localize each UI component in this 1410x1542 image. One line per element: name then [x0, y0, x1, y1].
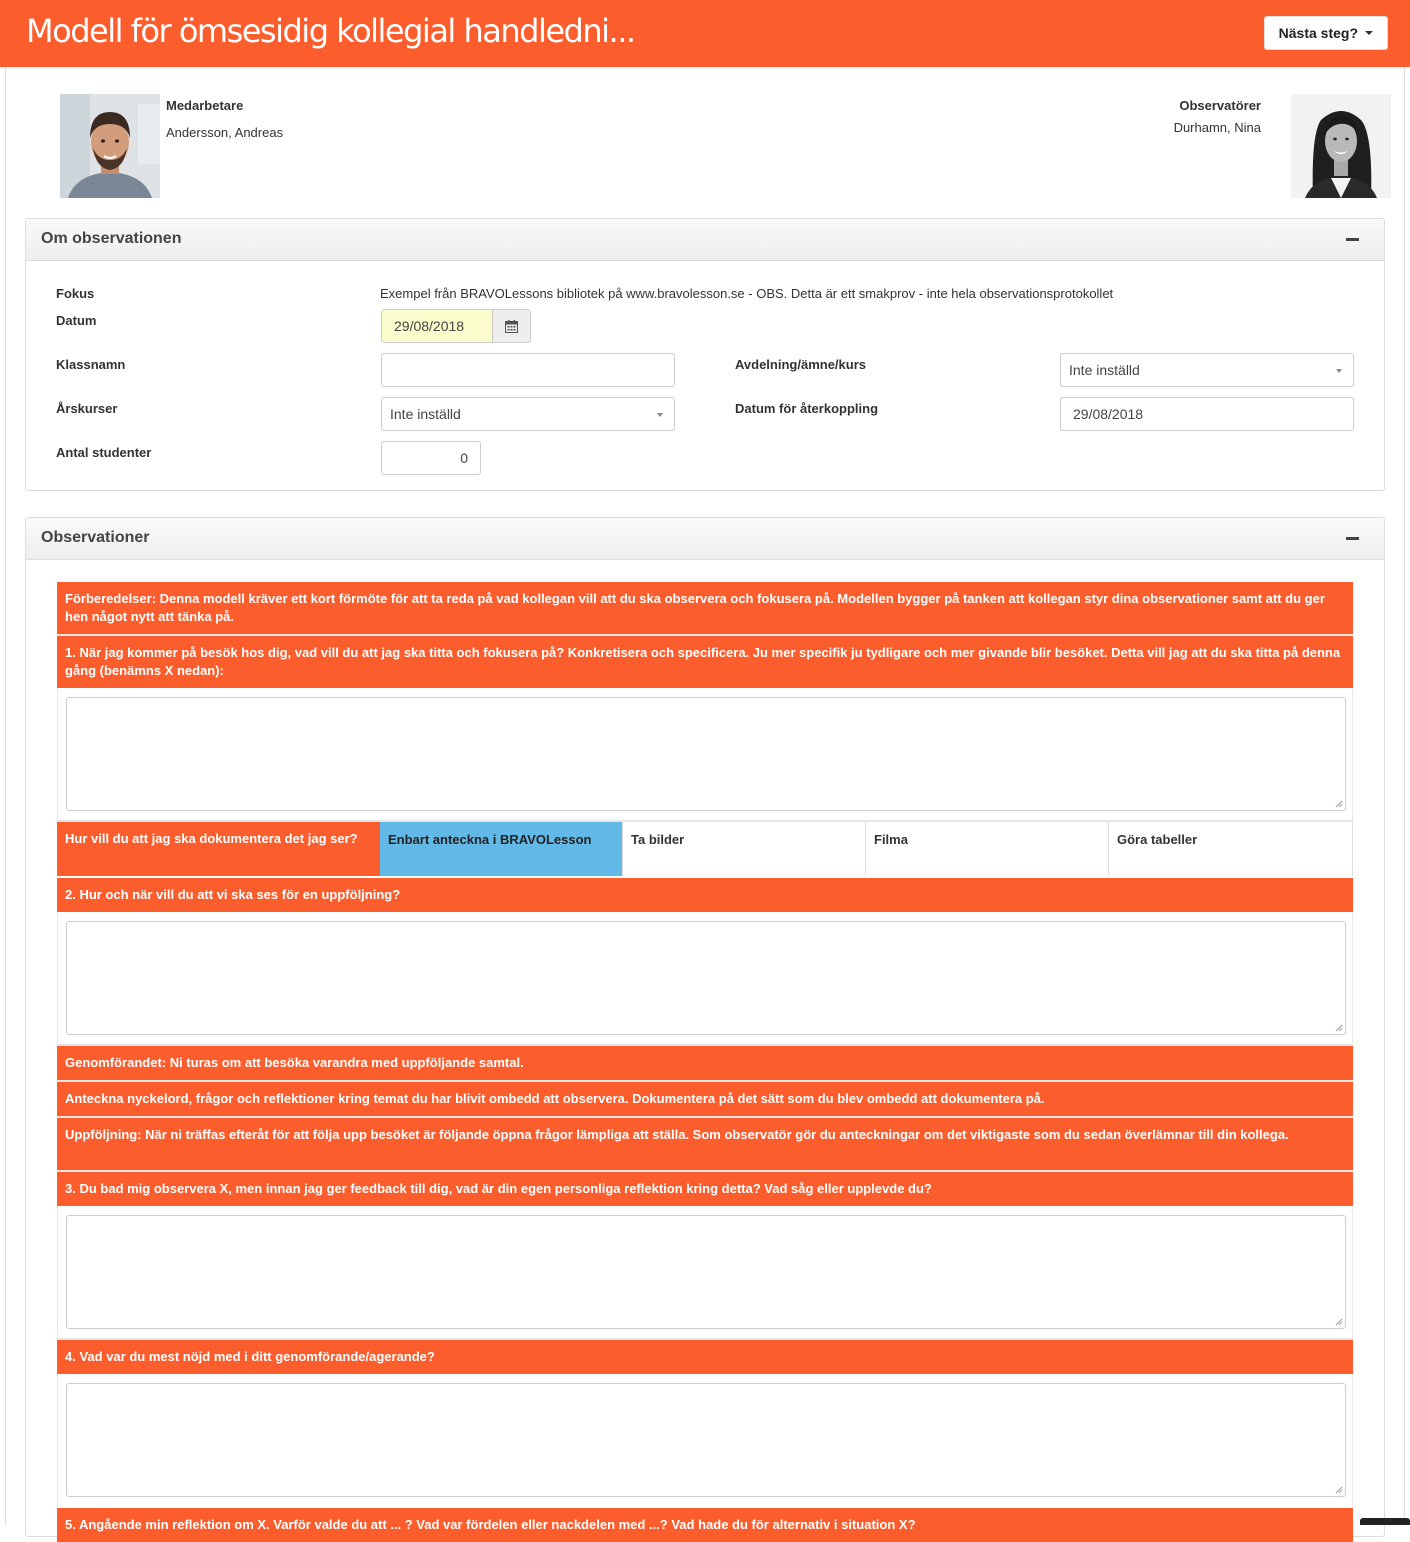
question-5: 5. Angående min reflektion om X. Varför valde du att ... ? Vad var fördelen eller nackdelen med ...? Vad hade du för alternativ i situation X? [57, 1508, 1353, 1542]
resize-grip-icon[interactable] [1335, 1486, 1343, 1494]
avdelning-select[interactable] [1060, 353, 1354, 387]
avdelning-selected: Inte inställd [1069, 362, 1140, 378]
resize-grip-icon[interactable] [1335, 800, 1343, 808]
observer-avatar [1291, 94, 1391, 198]
observer-name: Durhamn, Nina [1173, 120, 1261, 135]
question-2: 2. Hur och när vill du att vi ska ses för en uppföljning? [57, 878, 1353, 912]
uppfoljning-row: Uppföljning: När ni träffas efteråt för att följa upp besöket är följande öppna frågor lämpliga att ställa. Som observatör gör du anteckningar om det viktigaste som du sedan överlämnar till din kollega. [57, 1118, 1353, 1170]
calendar-icon [505, 320, 518, 333]
avdelning-label: Avdelning/ämne/kurs [735, 357, 866, 372]
top-bar [0, 0, 1410, 67]
scrollbar-thumb[interactable] [1360, 1518, 1410, 1525]
observations-panel-header[interactable] [26, 518, 1384, 560]
caret-down-icon [1365, 31, 1373, 35]
arskurser-select[interactable] [381, 397, 675, 431]
documentation-question: Hur vill du att jag ska dokumentera det jag ser? [57, 822, 380, 876]
option-filma[interactable]: Filma [866, 822, 1109, 876]
answer-1-textarea[interactable] [66, 697, 1346, 811]
observations-panel-title: Observationer [41, 529, 150, 546]
answer-4-wrap [57, 1374, 1353, 1506]
question-1: 1. När jag kommer på besök hos dig, vad vill du att jag ska titta och fokusera på? Konkretisera och specificera. Ju mer specifik ju tydligare och mer givande blir besöket. Detta vill jag att du ska titta på denna gång (benämns X nedan): [57, 636, 1353, 688]
genomforandet-row: Genomförandet: Ni turas om att besöka varandra med uppföljande samtal. [57, 1046, 1353, 1080]
klassnamn-label: Klassnamn [56, 357, 126, 372]
forberedelser-row: Förberedelser: Denna modell kräver ett kort förmöte för att ta reda på vad kollegan vill att du ska observera och fokusera på. Modellen bygger på tanken att kollegan styr dina observationer samt att du ger hen något nytt att tänka på. [57, 582, 1353, 634]
about-panel-title: Om observationen [41, 230, 182, 247]
datum-input[interactable]: 29/08/2018 [381, 309, 493, 343]
arskurser-label: Årskurser [56, 401, 118, 416]
question-4: 4. Vad var du mest nöjd med i ditt genomförande/agerande? [57, 1340, 1353, 1374]
klassnamn-input[interactable] [381, 353, 675, 387]
answer-4-textarea[interactable] [66, 1383, 1346, 1497]
anteckna-row: Anteckna nyckelord, frågor och reflektioner kring temat du har blivit ombedd att observera. Dokumentera på det sätt som du blev ombedd att dokumentera på. [57, 1082, 1353, 1116]
question-3: 3. Du bad mig observera X, men innan jag ger feedback till dig, vad är din egen personliga reflektion kring detta? Vad såg eller upplevde du? [57, 1172, 1353, 1206]
aterkoppling-input[interactable]: 29/08/2018 [1060, 397, 1354, 431]
aterkoppling-label: Datum för återkoppling [735, 401, 879, 416]
option-anteckna[interactable]: Enbart anteckna i BRAVOLesson [380, 822, 623, 876]
arskurser-selected: Inte inställd [390, 406, 461, 422]
antal-input[interactable]: 0 [381, 441, 481, 475]
dropdown-arrow-icon [657, 413, 663, 417]
next-step-label: Nästa steg? [1278, 25, 1358, 41]
fokus-value: Exempel från BRAVOLessons bibliotek på www.bravolesson.se - OBS. Detta är ett smakprov - inte hela observationsprotokollet [380, 286, 1114, 301]
collapse-icon[interactable] [1346, 238, 1359, 241]
datum-label: Datum [56, 313, 97, 328]
answer-3-textarea[interactable] [66, 1215, 1346, 1329]
antal-label: Antal studenter [56, 445, 152, 460]
about-panel-header[interactable] [26, 219, 1384, 261]
next-step-button[interactable] [1264, 16, 1388, 50]
option-ta-bilder[interactable]: Ta bilder [623, 822, 866, 876]
employee-label: Medarbetare [166, 98, 244, 113]
calendar-button[interactable] [493, 309, 531, 343]
employee-avatar [60, 94, 160, 198]
resize-grip-icon[interactable] [1335, 1318, 1343, 1326]
answer-3-wrap [57, 1206, 1353, 1338]
page-title: Modell för ömsesidig kollegial handledni... [26, 12, 635, 50]
collapse-icon[interactable] [1346, 537, 1359, 540]
datum-picker [381, 309, 531, 343]
resize-grip-icon[interactable] [1335, 1024, 1343, 1032]
fokus-label: Fokus [56, 286, 95, 301]
answer-2-textarea[interactable] [66, 921, 1346, 1035]
documentation-choice-row [57, 820, 1353, 876]
answer-1-wrap [57, 688, 1353, 820]
option-gora-tabeller[interactable]: Göra tabeller [1109, 822, 1353, 876]
employee-name: Andersson, Andreas [166, 125, 284, 140]
observers-label: Observatörer [1179, 98, 1261, 113]
dropdown-arrow-icon [1336, 369, 1342, 373]
answer-2-wrap [57, 912, 1353, 1044]
